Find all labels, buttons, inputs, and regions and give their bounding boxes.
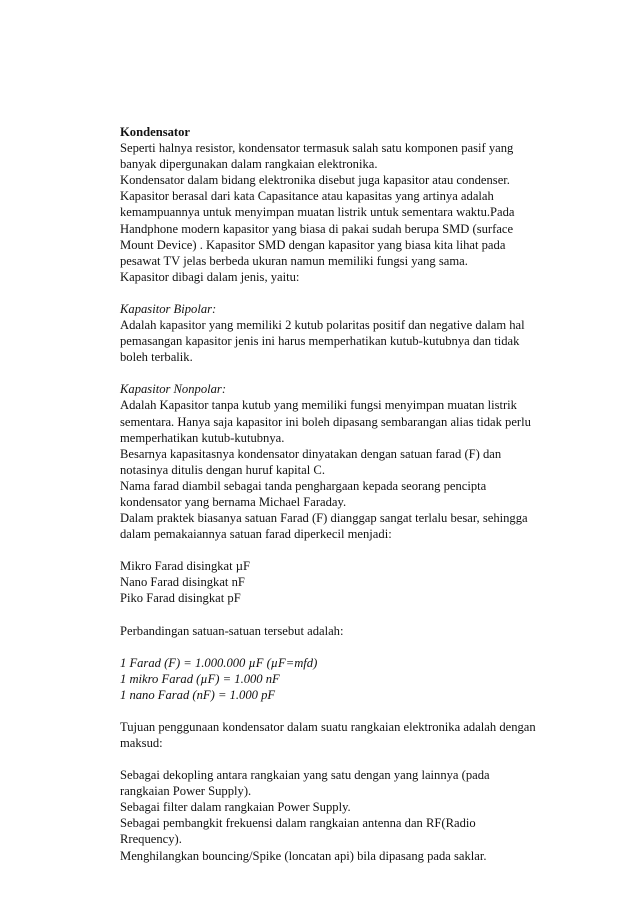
purpose-intro-line: Tujuan penggunaan kondensator dalam suatu rangkaian elektronika adalah dengan — [120, 719, 536, 734]
paragraph-gap — [120, 542, 560, 558]
purpose-line: Sebagai filter dalam rangkaian Power Supply. — [120, 800, 351, 815]
unit-item: Mikro Farad disingkat µF — [120, 559, 251, 574]
comparison-item: 1 Farad (F) = 1.000.000 µF (µF=mfd) — [120, 655, 318, 670]
units-list — [120, 558, 560, 606]
intro-line: Handphone modern kapasitor yang biasa di pakai sudah berupa SMD (surface — [120, 221, 514, 236]
paragraph-gap — [120, 703, 560, 719]
intro-line: Kapasitor dibagi dalam jenis, yaitu: — [120, 269, 300, 284]
bipolar-heading: Kapasitor Bipolar: — [120, 301, 217, 316]
paragraph-gap — [120, 607, 560, 623]
nonpolar-line: sementara. Hanya saja kapasitor ini boleh dipasang sembarangan alias tidak perlu — [120, 414, 531, 429]
comparison-intro: Perbandingan satuan-satuan tersebut adalah: — [120, 623, 344, 638]
intro-line: Kondensator dalam bidang elektronika disebut juga kapasitor atau condenser. — [120, 173, 510, 188]
unit-item: Piko Farad disingkat pF — [120, 591, 241, 606]
purpose-list — [120, 767, 560, 864]
document-body — [120, 124, 560, 864]
comparison-item: 1 nano Farad (nF) = 1.000 pF — [120, 687, 276, 702]
document-title: Kondensator — [120, 125, 190, 139]
nonpolar-line: kondensator yang bernama Michael Faraday. — [120, 494, 347, 509]
paragraph-gap — [120, 285, 560, 301]
purpose-intro-line: maksud: — [120, 736, 163, 750]
comparison-item: 1 mikro Farad (µF) = 1.000 nF — [120, 671, 280, 686]
purpose-line: Sebagai pembangkit frekuensi dalam rangkaian antenna dan RF(Radio — [120, 816, 476, 831]
nonpolar-line: memperhatikan kutub-kutubnya. — [120, 430, 285, 445]
intro-line: Seperti halnya resistor, kondensator termasuk salah satu komponen pasif yang — [120, 141, 514, 156]
unit-item: Nano Farad disingkat nF — [120, 575, 245, 590]
intro-line: Mount Device) . Kapasitor SMD dengan kapasitor yang biasa kita lihat pada — [120, 237, 506, 252]
nonpolar-section — [120, 381, 560, 542]
nonpolar-line: notasinya ditulis dengan huruf kapital C. — [120, 462, 325, 477]
intro-line: Kapasitor berasal dari kata Capasitance atau kapasitas yang artinya adalah — [120, 189, 494, 204]
paragraph-gap — [120, 365, 560, 381]
intro-line: kemampuannya untuk menyimpan muatan listrik untuk sementara waktu.Pada — [120, 205, 515, 220]
purpose-line: Sebagai dekopling antara rangkaian yang satu dengan yang lainnya (pada — [120, 768, 490, 783]
nonpolar-heading: Kapasitor Nonpolar: — [120, 382, 227, 397]
bipolar-line: Adalah kapasitor yang memiliki 2 kutub polaritas positif dan negative dalam hal — [120, 318, 525, 333]
purpose-intro — [120, 719, 560, 751]
nonpolar-line: Nama farad diambil sebagai tanda penghargaan kepada seorang pencipta — [120, 478, 487, 493]
purpose-line: Rrequency). — [120, 832, 182, 847]
paragraph-gap — [120, 751, 560, 767]
intro-paragraph — [120, 140, 560, 285]
bipolar-line: pemasangan kapasitor jenis ini harus memperhatikan kutub-kutubnya dan tidak — [120, 334, 520, 349]
nonpolar-line: dalam pemakaiannya satuan farad diperkecil menjadi: — [120, 527, 392, 542]
nonpolar-line: Besarnya kapasitasnya kondensator dinyatakan dengan satuan farad (F) dan — [120, 446, 502, 461]
purpose-line: rangkaian Power Supply). — [120, 784, 252, 799]
bipolar-line: boleh terbalik. — [120, 350, 193, 365]
comparison-list — [120, 655, 560, 703]
intro-line: pesawat TV jelas berbeda ukuran namun memiliki fungsi yang sama. — [120, 253, 468, 268]
nonpolar-line: Dalam praktek biasanya satuan Farad (F) dianggap sangat terlalu besar, sehingga — [120, 511, 528, 526]
bipolar-section — [120, 301, 560, 365]
intro-line: banyak dipergunakan dalam rangkaian elektronika. — [120, 157, 378, 172]
nonpolar-line: Adalah Kapasitor tanpa kutub yang memiliki fungsi menyimpan muatan listrik — [120, 398, 517, 413]
paragraph-gap — [120, 639, 560, 655]
purpose-line: Menghilangkan bouncing/Spike (loncatan api) bila dipasang pada saklar. — [120, 848, 487, 863]
